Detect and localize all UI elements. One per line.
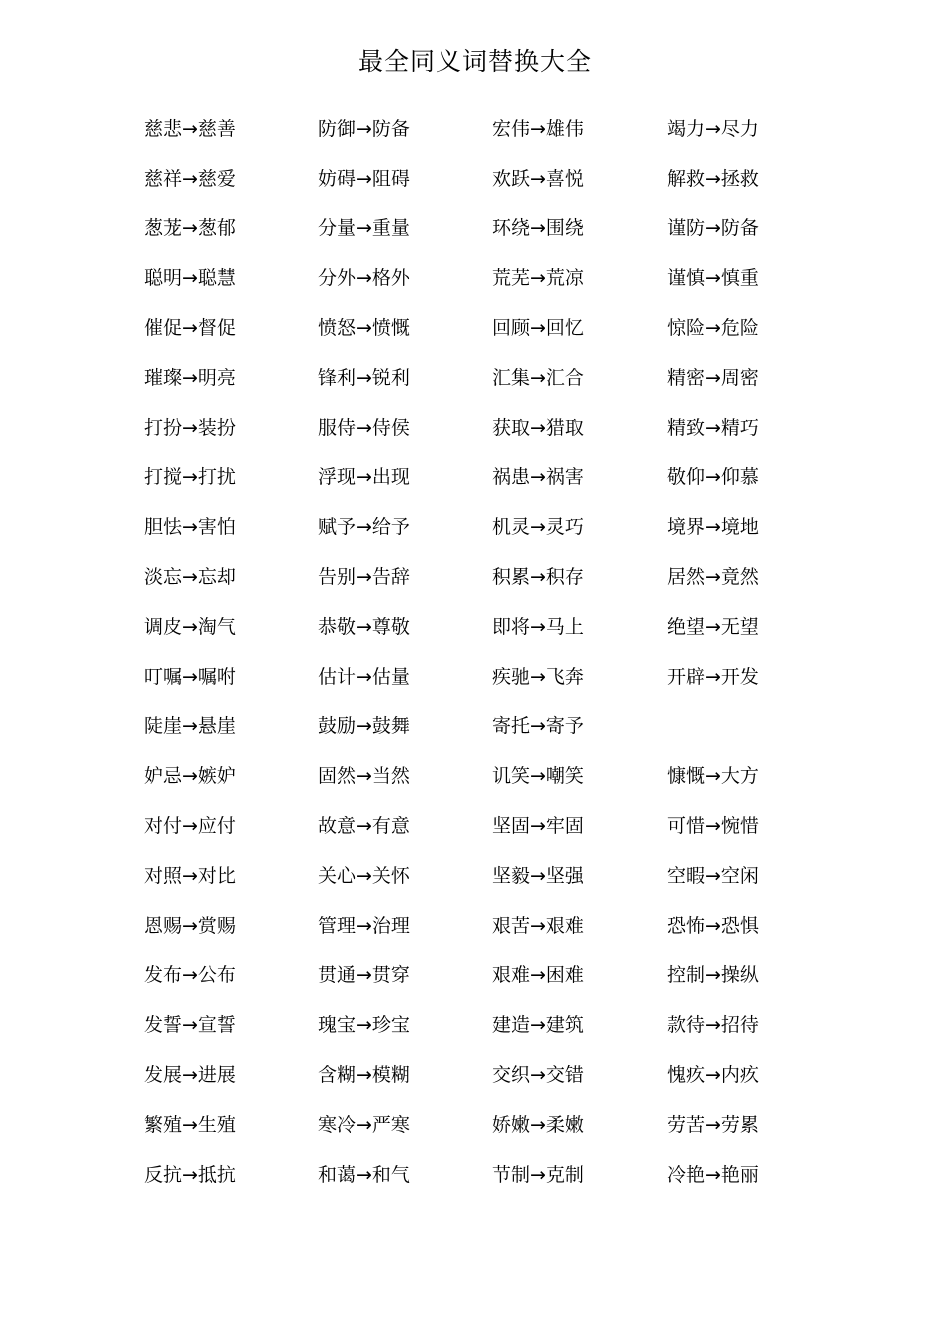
synonym-pair: 葱茏→葱郁: [144, 217, 236, 240]
synonym-pair: 绝望→无望: [667, 615, 759, 638]
synonym-pair: 调皮→淘气: [144, 615, 236, 638]
synonym-pair: 寒冷→严寒: [318, 1113, 410, 1136]
synonym-pair: 和蔼→和气: [318, 1163, 410, 1186]
table-row: [144, 751, 864, 801]
synonym-pair: 艰难→困难: [492, 964, 584, 987]
table-row: [144, 951, 864, 1001]
table-row: [144, 602, 864, 652]
table-row: [144, 1050, 864, 1100]
synonym-pair: 建造→建筑: [492, 1014, 584, 1037]
synonym-pair: 对付→应付: [144, 815, 236, 838]
synonym-pair: 催促→督促: [144, 317, 236, 340]
table-row: [144, 403, 864, 453]
synonym-pair: 管理→治理: [318, 914, 410, 937]
synonym-pair: 款待→招待: [667, 1014, 759, 1037]
synonym-pair: 居然→竟然: [667, 566, 759, 589]
synonym-pair: 聪明→聪慧: [144, 267, 236, 290]
synonym-pair: 估计→估量: [318, 665, 410, 688]
synonym-pair: 娇嫩→柔嫩: [492, 1113, 584, 1136]
synonym-pair: 讥笑→嘲笑: [492, 765, 584, 788]
synonym-pair: 境界→境地: [667, 516, 759, 539]
synonym-pair: 敬仰→仰慕: [667, 466, 759, 489]
synonym-pair: 宏伟→雄伟: [492, 117, 584, 140]
synonym-pair: 服侍→侍侯: [318, 416, 410, 439]
synonym-pair: 分外→格外: [318, 267, 410, 290]
synonym-pair: 解救→拯救: [667, 167, 759, 190]
synonym-pair: 含糊→模糊: [318, 1064, 410, 1087]
synonym-pair: 贯通→贯穿: [318, 964, 410, 987]
synonym-pair: 瑰宝→珍宝: [318, 1014, 410, 1037]
table-row: [144, 1000, 864, 1050]
synonym-pair: 锋利→锐利: [318, 366, 410, 389]
synonym-pair: 妨碍→阻碍: [318, 167, 410, 190]
synonym-pair: 节制→克制: [492, 1163, 584, 1186]
synonym-pair: 繁殖→生殖: [144, 1113, 236, 1136]
table-row: [144, 901, 864, 951]
table-row: [144, 801, 864, 851]
synonym-pair: 交织→交错: [492, 1064, 584, 1087]
synonym-pair: 积累→积存: [492, 566, 584, 589]
synonym-pair: 回顾→回忆: [492, 317, 584, 340]
synonym-pair: 劳苦→劳累: [667, 1113, 759, 1136]
synonym-pair: 可惜→惋惜: [667, 815, 759, 838]
synonym-pair: 告别→告辞: [318, 566, 410, 589]
synonym-pair: 发誓→宣誓: [144, 1014, 236, 1037]
table-row: [144, 303, 864, 353]
synonym-pair: 故意→有意: [318, 815, 410, 838]
synonym-pair: 分量→重量: [318, 217, 410, 240]
synonym-pair: 鼓励→鼓舞: [318, 715, 410, 738]
synonym-pair: 恭敬→尊敬: [318, 615, 410, 638]
table-row: [144, 453, 864, 503]
synonym-pair: 寄托→寄予: [492, 715, 584, 738]
synonym-pair: 反抗→抵抗: [144, 1163, 236, 1186]
synonym-pair: 愧疚→内疚: [667, 1064, 759, 1087]
synonym-pair: 慷慨→大方: [667, 765, 759, 788]
synonym-pair: 对照→对比: [144, 864, 236, 887]
synonym-pair: 竭力→尽力: [667, 117, 759, 140]
synonym-pair: 惊险→危险: [667, 317, 759, 340]
synonym-pair: 恐怖→恐惧: [667, 914, 759, 937]
page-title: 最全同义词替换大全: [357, 47, 592, 76]
synonym-pair: 获取→猎取: [492, 416, 584, 439]
synonym-pair: 陡崖→悬崖: [144, 715, 236, 738]
synonym-pair: 愤怒→愤慨: [318, 317, 410, 340]
synonym-pair: 坚固→牢固: [492, 815, 584, 838]
synonym-pair: 机灵→灵巧: [492, 516, 584, 539]
synonym-pair: 胆怯→害怕: [144, 516, 236, 539]
synonym-pair: 妒忌→嫉妒: [144, 765, 236, 788]
synonym-pair: 精密→周密: [667, 366, 759, 389]
table-row: [144, 1100, 864, 1150]
synonym-pair: 环绕→围绕: [492, 217, 584, 240]
synonym-pair: 关心→关怀: [318, 864, 410, 887]
synonym-pair: 叮嘱→嘱咐: [144, 665, 236, 688]
synonym-pair: 发布→公布: [144, 964, 236, 987]
table-row: [144, 652, 864, 702]
table-row: [144, 552, 864, 602]
synonym-pair: 防御→防备: [318, 117, 410, 140]
synonym-pair: 祸患→祸害: [492, 466, 584, 489]
synonym-pair: 欢跃→喜悦: [492, 167, 584, 190]
synonym-pair: 慈祥→慈爱: [144, 167, 236, 190]
synonym-pair: 打搅→打扰: [144, 466, 236, 489]
table-row: [144, 253, 864, 303]
synonym-table: [144, 104, 864, 1200]
table-row: [144, 353, 864, 403]
synonym-pair: 艰苦→艰难: [492, 914, 584, 937]
synonym-pair: 淡忘→忘却: [144, 566, 236, 589]
table-row: [144, 851, 864, 901]
synonym-pair: 开辟→开发: [667, 665, 759, 688]
synonym-pair: 冷艳→艳丽: [667, 1163, 759, 1186]
synonym-pair: 荒芜→荒凉: [492, 267, 584, 290]
synonym-pair: 即将→马上: [492, 615, 584, 638]
table-row: [144, 502, 864, 552]
table-row: [144, 1150, 864, 1200]
synonym-pair: 控制→操纵: [667, 964, 759, 987]
synonym-pair: 固然→当然: [318, 765, 410, 788]
table-row: [144, 154, 864, 204]
synonym-pair: 谨慎→慎重: [667, 267, 759, 290]
synonym-pair: 浮现→出现: [318, 466, 410, 489]
synonym-pair: 疾驰→飞奔: [492, 665, 584, 688]
synonym-pair: 打扮→装扮: [144, 416, 236, 439]
synonym-pair: 恩赐→赏赐: [144, 914, 236, 937]
synonym-pair: 发展→进展: [144, 1064, 236, 1087]
table-row: [144, 702, 864, 752]
synonym-pair: 谨防→防备: [667, 217, 759, 240]
table-row: [144, 104, 864, 154]
synonym-pair: 汇集→汇合: [492, 366, 584, 389]
synonym-pair: 赋予→给予: [318, 516, 410, 539]
synonym-pair: 空暇→空闲: [667, 864, 759, 887]
synonym-pair: 坚毅→坚强: [492, 864, 584, 887]
table-row: [144, 204, 864, 254]
synonym-pair: 慈悲→慈善: [144, 117, 236, 140]
synonym-pair: 璀璨→明亮: [144, 366, 236, 389]
synonym-pair: 精致→精巧: [667, 416, 759, 439]
